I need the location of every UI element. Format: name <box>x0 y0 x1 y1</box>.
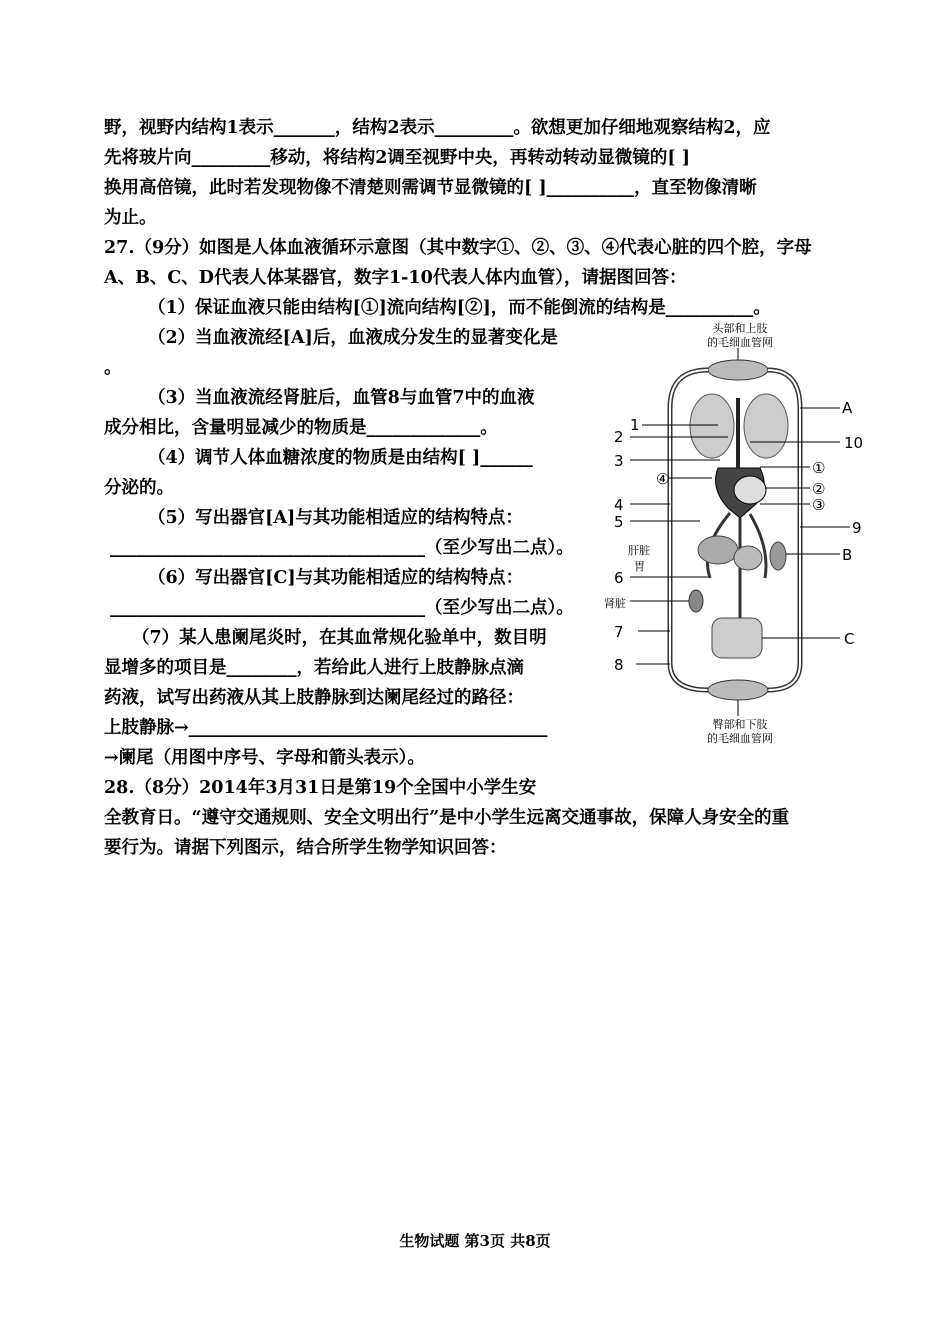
subquestion-2: （2）当血液流经[A]后，血液成分发生的显著变化是 <box>148 328 558 348</box>
subquestion-1: （1）保证血液只能由结构[①]流向结构[②]，而不能倒流的结构是__________。 <box>148 298 771 318</box>
organ-b <box>770 542 786 570</box>
subquestion-5: （5）写出器官[A]与其功能相适应的结构特点： <box>148 508 523 528</box>
text-line: 换用高倍镜，此时若发现物像不清楚则需调节显微镜的[ ]__________，直至物像清晰 <box>104 178 757 198</box>
label-2: 2 <box>614 428 624 446</box>
label-1: 1 <box>630 416 640 434</box>
subquestion-4-cont: 分泌的。 <box>104 478 174 498</box>
question-27-title: 27.（9分）如图是人体血液循环示意图（其中数字①、②、③、④代表心脏的四个腔，字母 <box>104 238 812 258</box>
label-c: C <box>844 630 855 648</box>
label-9: 9 <box>852 519 862 537</box>
label-stomach: 胃 <box>634 560 645 573</box>
subquestion-4: （4）调节人体血糖浓度的物质是由结构[ ]______ <box>148 448 533 468</box>
blood-circulation-diagram <box>600 318 870 750</box>
text-line: 为止。 <box>104 208 157 228</box>
label-5: 5 <box>614 513 624 531</box>
intestine <box>712 618 762 658</box>
page-footer: 生物试题 第3页 共8页 <box>399 1232 551 1250</box>
label-10: 10 <box>844 434 864 452</box>
stomach <box>734 546 762 570</box>
liver <box>698 536 738 564</box>
subquestion-6-answer: ____________________________________（至少写出二点）。 <box>110 598 574 618</box>
top-capillary-caption: 的毛细血管网 <box>707 336 773 349</box>
question-28-title: 28.（8分）2014年3月31日是第19个全国中小学生安 <box>104 778 537 798</box>
label-7: 7 <box>614 623 624 641</box>
label-3: 3 <box>614 452 624 470</box>
subquestion-2-end: 。 <box>104 358 122 378</box>
bottom-capillary-caption: 的毛细血管网 <box>707 732 773 745</box>
question-27-title: A、B、C、D代表人体某器官，数字1-10代表人体内血管），请据图回答： <box>104 268 687 288</box>
lower-capillary-network <box>708 680 768 700</box>
label-chamber-1: ① <box>812 459 826 477</box>
text-line: 先将玻片向_________移动，将结构2调至视野中央，再转动转动显微镜的[ ] <box>104 148 691 168</box>
question-28-text: 全教育日。“遵守交通规则、安全文明出行”是中小学生远离交通事故，保障人身安全的重 <box>104 808 790 828</box>
subquestion-7-end: →阑尾（用图中序号、字母和箭头表示）。 <box>104 748 425 768</box>
lung-left <box>690 394 734 458</box>
lung-right <box>744 394 788 458</box>
label-chamber-4: ④ <box>656 470 670 488</box>
subquestion-7: （7）某人患阑尾炎时，在其血常规化验单中，数目明 <box>132 628 547 648</box>
label-b: B <box>842 546 853 564</box>
label-chamber-2: ② <box>812 480 826 498</box>
text-line: 野，视野内结构1表示_______，结构2表示_________。欲想更加仔细地观察结构2，应 <box>104 118 771 138</box>
top-capillary-caption: 头部和上肢 <box>712 322 768 335</box>
kidney <box>689 590 703 612</box>
subquestion-7-cont: 显增多的项目是________，若给此人进行上肢静脉点滴 <box>104 658 524 678</box>
subquestion-6: （6）写出器官[C]与其功能相适应的结构特点： <box>148 568 524 588</box>
subquestion-7-cont: 药液，试写出药液从其上肢静脉到达阑尾经过的路径： <box>104 688 524 708</box>
label-chamber-3: ③ <box>812 496 826 514</box>
label-kidney: 肾脏 <box>604 597 626 610</box>
label-4: 4 <box>614 496 624 514</box>
label-6: 6 <box>614 569 624 587</box>
head-capillary-network <box>708 360 768 380</box>
subquestion-3-cont: 成分相比，含量明显减少的物质是_____________。 <box>104 418 498 438</box>
subquestion-3: （3）当血液流经肾脏后，血管8与血管7中的血液 <box>148 388 535 408</box>
question-28-text: 要行为。请据下列图示，结合所学生物学知识回答： <box>104 838 507 858</box>
label-liver: 肝脏 <box>628 544 650 557</box>
subquestion-5-answer: ____________________________________（至少写出二点）。 <box>110 538 574 558</box>
bottom-capillary-caption: 臀部和下肢 <box>712 718 768 731</box>
label-a: A <box>842 399 853 417</box>
label-8: 8 <box>614 656 624 674</box>
subquestion-7-path: 上肢静脉→_________________________________________ <box>104 718 548 738</box>
